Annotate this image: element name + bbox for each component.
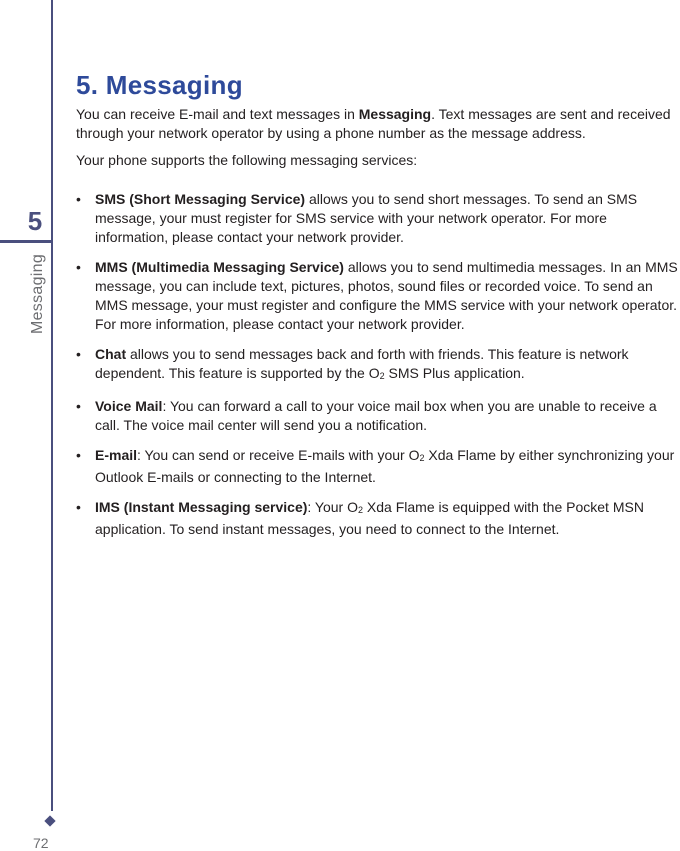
item-text: : Your O xyxy=(307,499,358,515)
item-text-after: Xda Flame by either synchronizing your Outlook E-mails or connecting to the Internet. xyxy=(95,447,675,485)
main-content xyxy=(76,70,680,550)
bullet-icon: • xyxy=(76,259,81,275)
intro-text-bold: Messaging xyxy=(358,106,432,122)
sidebar-rule xyxy=(51,0,53,811)
item-term: SMS (Short Messaging Service) xyxy=(95,191,306,207)
page-number: 72 xyxy=(33,835,49,851)
item-text: : You can send or receive E-mails with your O xyxy=(137,447,420,463)
chapter-label: Messaging xyxy=(29,253,46,335)
item-term: IMS (Instant Messaging service) xyxy=(95,499,308,515)
page-title: 5. Messaging xyxy=(76,70,243,100)
diamond-icon xyxy=(44,815,55,826)
bullet-icon: • xyxy=(76,398,81,414)
item-text: allows you to send messages back and forth with friends. This feature is network dependent. This feature is supported by the O xyxy=(95,346,629,381)
services-intro: Your phone supports the following messaging services: xyxy=(76,152,418,168)
services-list xyxy=(76,190,680,539)
item-term: E-mail xyxy=(95,447,138,463)
item-subscript: 2 xyxy=(419,453,425,463)
item-subscript: 2 xyxy=(379,371,385,381)
bullet-icon: • xyxy=(76,447,81,463)
item-text-after: SMS Plus application. xyxy=(384,365,525,381)
item-text: : You can forward a call to your voice mail box when you are unable to receive a call. The voice mail center will send you a notification. xyxy=(95,398,657,433)
bullet-icon: • xyxy=(76,499,81,515)
list-item-sms xyxy=(76,190,680,247)
bullet-icon: • xyxy=(76,346,81,362)
chapter-number: 5 xyxy=(27,206,43,236)
list-item-ims xyxy=(76,498,680,539)
list-item-mms xyxy=(76,258,680,334)
item-term: Voice Mail xyxy=(95,398,163,414)
intro-text-after: . Text messages are sent and received through your network operator by using a phone number as the message address. xyxy=(76,106,671,141)
item-term: Chat xyxy=(95,346,127,362)
item-term: MMS (Multimedia Messaging Service) xyxy=(95,259,344,275)
chapter-tab-bar xyxy=(0,240,51,243)
intro-text-before: You can receive E-mail and text messages in xyxy=(76,106,359,122)
bullet-icon: • xyxy=(76,191,81,207)
list-item-chat xyxy=(76,345,680,386)
item-text: allows you to send short messages. To send an SMS message, your must register for SMS service with your network operator. For more information, please contact your network provider. xyxy=(95,191,638,245)
intro-paragraph xyxy=(76,105,680,143)
item-text: allows you to send multimedia messages. In an MMS message, you can include text, pictures, photos, sound files or recorded voice. To send an MMS message, your must register and configure the MMS service with your network operator. For more information, please contact your network provider. xyxy=(95,259,678,332)
item-text-after: Xda Flame is equipped with the Pocket MSN application. To send instant messages, you need to connect to the Internet. xyxy=(95,499,644,537)
list-item-voice-mail xyxy=(76,397,680,435)
list-item-email xyxy=(76,446,680,487)
item-subscript: 2 xyxy=(358,505,364,515)
